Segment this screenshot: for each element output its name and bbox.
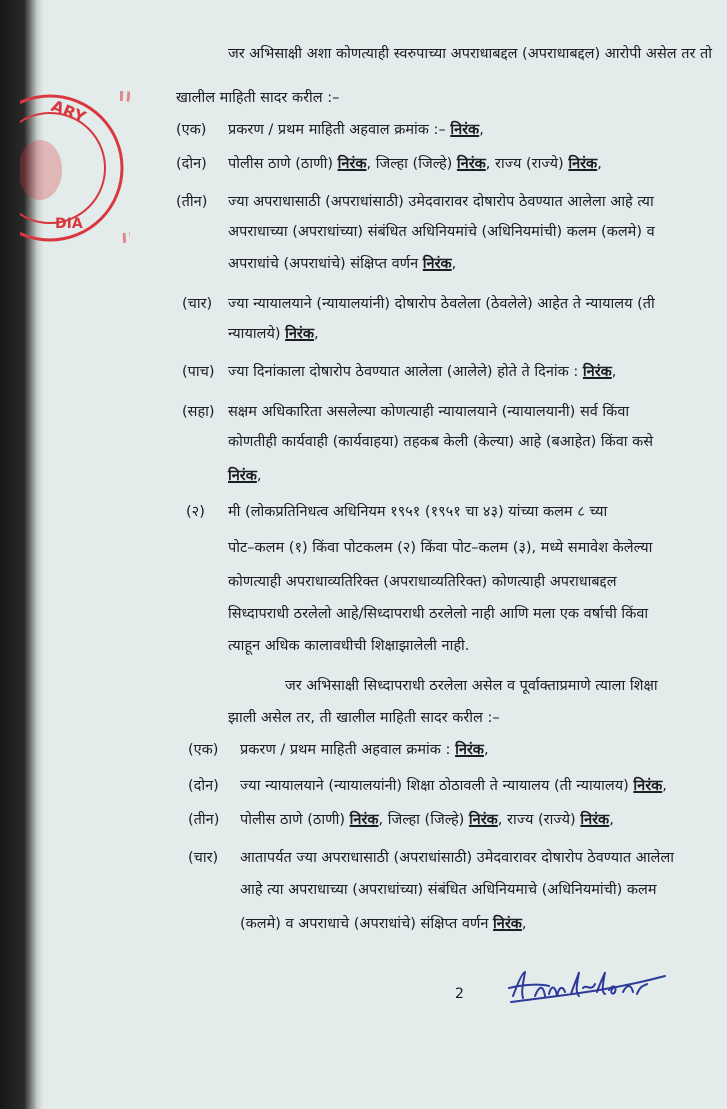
sec2-char-tail: ,: [521, 916, 527, 932]
sec1-ek-line: [228, 120, 484, 140]
sec1-teen-tail: ,: [451, 256, 457, 272]
sec1-teen-line-2: अपराधाच्या (अपराधांच्या) संबंधित अधिनियमांचे (अधिनियमांची) कलम (कलमे) व: [228, 224, 655, 240]
sec1-saha-line-2: कोणतीही कार्यवाही (कार्यवाहया) तहकब केली (केल्या) आहे (बआहेत) किंवा कसे: [228, 434, 654, 450]
sec2-don-text: ज्या न्यायालयाने (न्यायालयांनी) शिक्षा ठोठावली ते न्यायालय (ती न्यायालय): [240, 778, 634, 794]
intro-line-2: खालील माहिती सादर करील :–: [176, 90, 340, 106]
sec2-don-answer: निरंक: [633, 778, 663, 794]
sec1-pach-tail: ,: [611, 364, 617, 380]
sec1-teen-line-1: ज्या अपराधासाठी (अपराधांसाठी) उमेदवारावर दोषारोप ठेवण्यात आलेला आहे त्या: [228, 194, 654, 210]
sec2-char-text-3: (कलमे) व अपराधाचे (अपराधांचे) संक्षिप्त वर्णन: [240, 916, 494, 932]
sec2-ek-label: (एक): [188, 742, 219, 758]
sec2-char-line-2: आहे त्या अपराधाच्या (अपराधांच्या) संबंधित अधिनियमाचे (अधिनियमांची) कलम: [240, 882, 657, 898]
sec2-char-line-1: आतापर्यत ज्या अपराधासाठी (अपराधांसाठी) उमेदवारावर दोषारोप ठेवण्यात आलेला: [240, 850, 674, 866]
sec2-ek-text: प्रकरण / प्रथम माहिती अहवाल क्रमांक :: [240, 742, 456, 758]
sec1-char-text-2: न्यायालये): [228, 326, 286, 342]
sec1-don-answer-2: निरंक: [456, 156, 486, 172]
sec2-don-tail: ,: [662, 778, 667, 794]
sec2-teen-text-2: , जिल्हा (जिल्हे): [378, 812, 469, 828]
para2-line-1: मी (लोकप्रतिनिधत्व अधिनियम १९५१ (१९५१ चा ४३) यांच्या कलम ८ च्या: [228, 504, 608, 520]
para2-line-5: त्याहून अधिक कालावधीची शिक्षाझालेली नाही.: [228, 638, 470, 654]
intro-line-1: जर अभिसाक्षी अशा कोणत्याही स्वरुपाच्या अपराधाबद्दल (अपराधाबद्दल) आरोपी असेल तर तो: [228, 46, 713, 62]
sec1-ek-tail: ,: [479, 122, 484, 138]
sec1-teen-line-3: [228, 254, 456, 274]
sec2-ek-tail: ,: [483, 742, 489, 758]
sec1-char-answer: निरंक: [285, 326, 314, 342]
sec1-char-label: (चार): [182, 296, 213, 312]
sec2-teen-text-3: , राज्य (राज्ये): [497, 812, 581, 828]
sec2-ek-answer: निरंक: [455, 742, 484, 758]
sec2-teen-label: (तीन): [188, 812, 220, 828]
page-number: 2: [455, 986, 464, 1002]
para2-label: (२): [186, 504, 205, 520]
sec1-don-answer-1: निरंक: [337, 156, 367, 172]
sec1-saha-answer: निरंक: [228, 468, 257, 484]
para2-line-4: सिध्दापराधी ठरलेलो आहे/सिध्दापराधी ठरलेलो नाही आणि मला एक वर्षाची किंवा: [228, 606, 649, 622]
svg-text:DIA: DIA: [55, 216, 83, 232]
sec2-don-label: (दोन): [188, 778, 219, 794]
sec1-don-answer-3: निरंक: [568, 156, 598, 172]
sec2-teen-answer-2: निरंक: [468, 812, 498, 828]
sec2-char-label: (चार): [188, 850, 219, 866]
sec1-char-line-1: ज्या न्यायालयाने (न्यायालयांनी) दोषारोप ठेवलेला (ठेवलेले) आहेत ते न्यायालय (ती: [228, 296, 655, 312]
sec2-teen-line: [240, 810, 614, 830]
sec2-teen-tail: ,: [609, 812, 614, 828]
sec1-don-label: (दोन): [176, 156, 207, 172]
sec1-pach-answer: निरंक: [582, 364, 612, 380]
sec1-saha-label: (सहा): [182, 404, 215, 420]
sec1-don-text-1: पोलीस ठाणे (ठाणी): [228, 156, 338, 172]
sec1-char-tail: ,: [314, 326, 319, 342]
sec2-teen-answer-1: निरंक: [349, 812, 379, 828]
para2-line-3: कोणत्याही अपराधाव्यतिरिक्त (अपराधाव्यतिरिक्त) कोणत्याही अपराधाबद्दल: [228, 574, 617, 590]
sec2-teen-answer-3: निरंक: [580, 812, 610, 828]
sec1-pach-line: [228, 362, 616, 382]
sec2-don-line: [240, 776, 667, 796]
sec1-ek-text: प्रकरण / प्रथम माहिती अहवाल क्रमांक :–: [228, 122, 451, 138]
sec1-teen-text-3: अपराधांचे (अपराधांचे) संक्षिप्त वर्णन: [228, 256, 423, 272]
sec1-pach-text: ज्या दिनांकाला दोषारोप ठेवण्यात आलेला (आलेले) होते ते दिनांक :: [228, 364, 583, 380]
sec1-don-text-3: , राज्य (राज्ये): [485, 156, 569, 172]
library-seal-stamp: [20, 78, 130, 268]
sec2-char-answer: निरंक: [493, 916, 522, 932]
sec1-pach-label: (पाच): [182, 364, 215, 380]
sec1-saha-line-3: [228, 466, 261, 486]
sec2-ek-line: [240, 740, 489, 760]
sec1-don-text-2: , जिल्हा (जिल्हे): [366, 156, 457, 172]
sec1-ek-label: (एक): [176, 122, 207, 138]
svg-text:ARY: ARY: [48, 96, 89, 127]
sec2-char-line-3: [240, 914, 527, 934]
sec1-don-line: [228, 154, 602, 174]
sec1-ek-answer: निरंक: [450, 122, 480, 138]
sec1-teen-label: (तीन): [176, 194, 208, 210]
sec1-teen-answer: निरंक: [422, 256, 452, 272]
sec1-don-tail: ,: [597, 156, 602, 172]
intro2-line-2: झाली असेल तर, ती खालील माहिती सादर करील :–: [228, 710, 500, 726]
sec1-char-line-2: [228, 324, 319, 344]
handwritten-signature: [505, 962, 675, 1012]
intro2-line-1: जर अभिसाक्षी सिध्दापराधी ठरलेला असेल व पूर्वाक्ताप्रमाणे त्याला शिक्षा: [285, 678, 658, 694]
sec1-saha-line-1: सक्षम अधिकारिता असलेल्या कोणत्याही न्यायालयाने (न्यायालयानी) सर्व किंवा: [228, 404, 630, 420]
para2-line-2: पोट–कलम (१) किंवा पोटकलम (२) किंवा पोट–कलम (३), मध्ये समावेश केलेल्या: [228, 540, 653, 556]
sec1-saha-tail: ,: [256, 468, 262, 484]
sec2-teen-text-1: पोलीस ठाणे (ठाणी): [240, 812, 350, 828]
